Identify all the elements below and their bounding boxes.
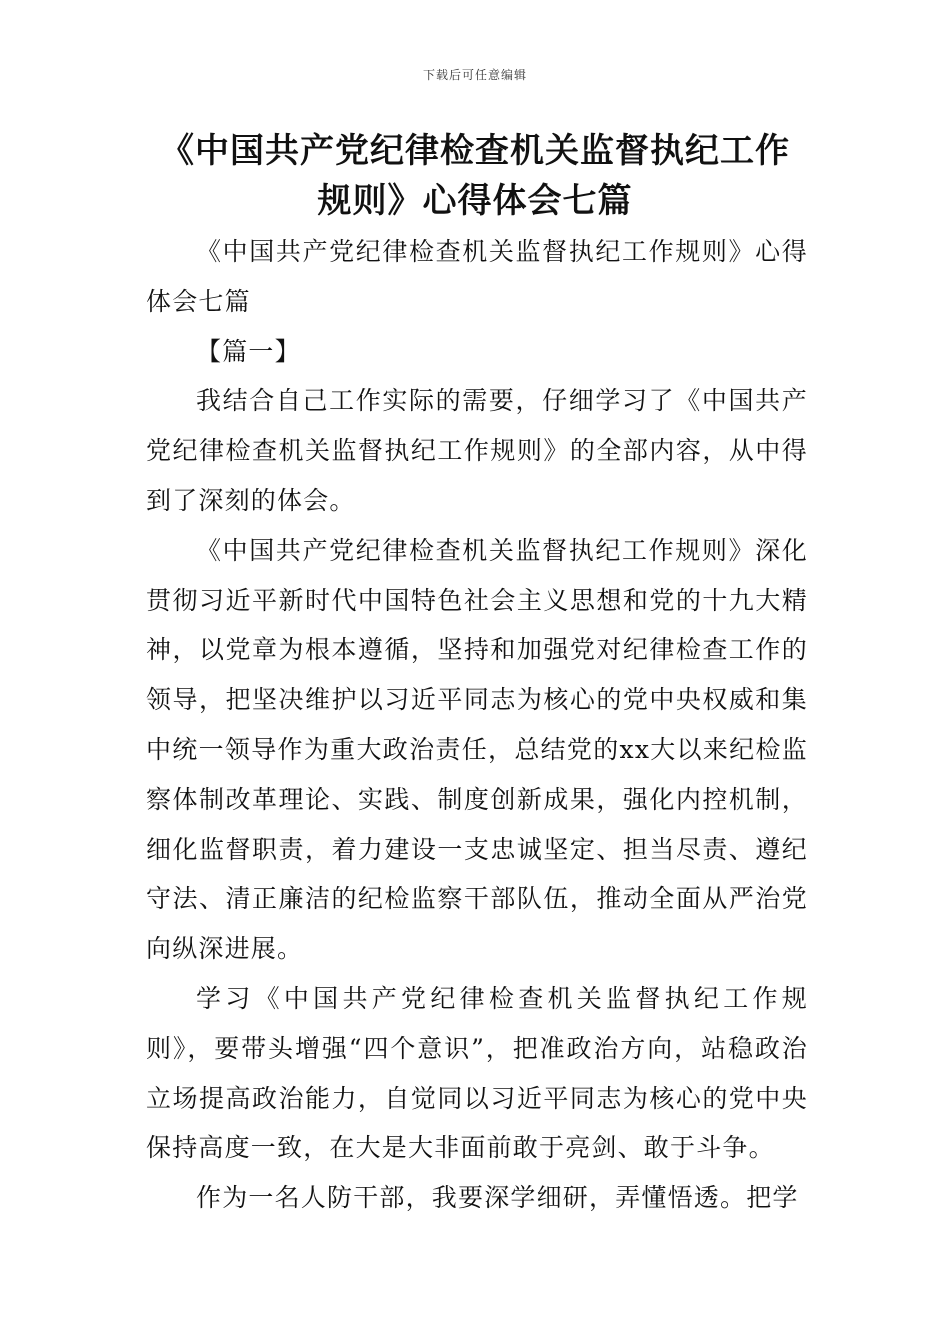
body-paragraph: 我结合自己工作实际的需要，仔细学习了《中国共产党纪律检查机关监督执纪工作规则》的全部内容，从中得到了深刻的体会。: [146, 386, 808, 515]
body-paragraph: 《中国共产党纪律检查机关监督执纪工作规则》深化贯彻习近平新时代中国特色社会主义思想和党的十九大精神，以党章为根本遵循，坚持和加强党对纪律检查工作的领导，把坚决维护以习近平同志为核心的党中央权威和集中统一领导作为重大政治责任，总结党的xx大以来纪检监察体制改革理论、实践、制度创新成果，强化内控机制，细化监督职责，着力建设一支忠诚坚定、担当尽责、遵纪守法、清正廉洁的纪检监察干部队伍，推动全面从严治党向纵深进展。: [146, 535, 808, 964]
page-header-note: 下载后可任意编辑: [422, 68, 527, 82]
body-paragraph: 作为一名人防干部，我要深学细研，弄懂悟透。把学: [196, 1183, 799, 1213]
document-title: [100, 126, 850, 226]
document-title-line-2: 规则》心得体会七篇: [317, 181, 633, 221]
document-body: [146, 227, 808, 1223]
body-paragraph-subtitle: 《中国共产党纪律检查机关监督执纪工作规则》心得体会七篇: [146, 237, 808, 316]
section-heading: 【篇一】: [196, 336, 301, 366]
body-paragraph: 学习《中国共产党纪律检查机关监督执纪工作规则》，要带头增强“四个意识”，把准政治方向，站稳政治立场提高政治能力，自觉同以习近平同志为核心的党中央保持高度一致，在大是大非面前敢于亮剑、敢于斗争。: [146, 983, 808, 1163]
document-title-line-1: 《中国共产党纪律检查机关监督执纪工作: [160, 131, 790, 171]
